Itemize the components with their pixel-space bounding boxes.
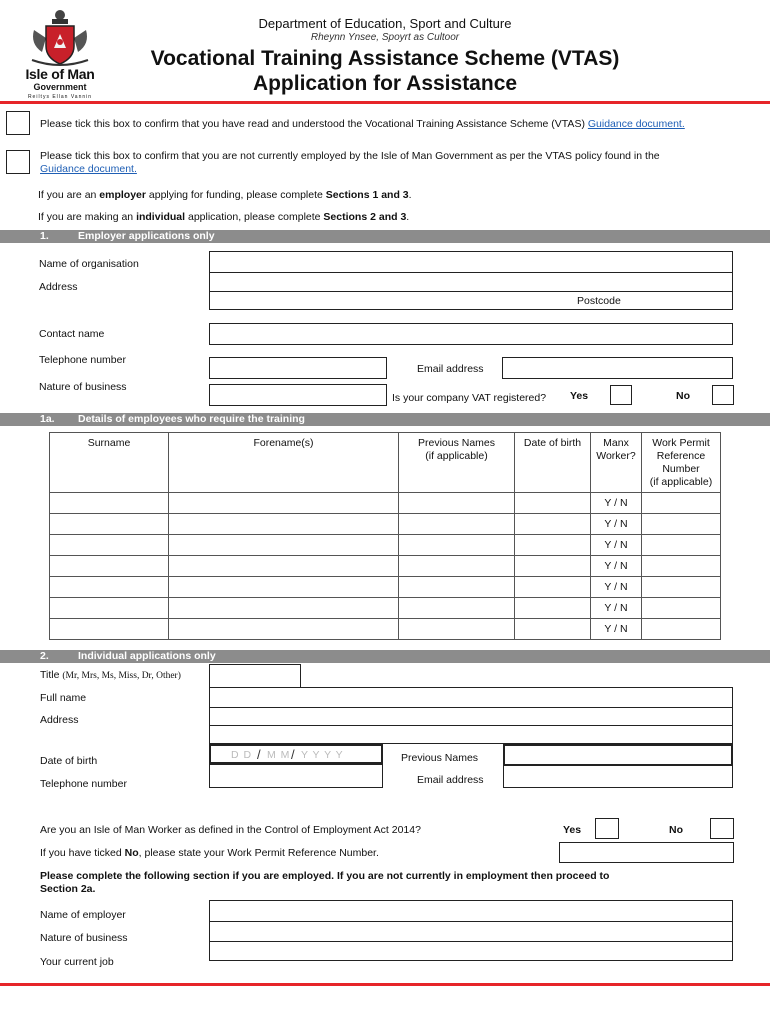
dob-label: Date of birth xyxy=(40,755,98,767)
guidance-read-checkbox[interactable] xyxy=(6,111,30,135)
individual-phone-label: Telephone number xyxy=(40,778,127,790)
email-label: Email address xyxy=(417,363,484,375)
crest-manx: Reiltys Ellan Vannin xyxy=(27,94,93,100)
work-permit-input[interactable] xyxy=(559,842,734,863)
department-name: Department of Education, Sport and Culture xyxy=(258,16,512,31)
contact-name-label: Contact name xyxy=(39,328,105,340)
col-dob: Date of birth xyxy=(515,433,591,493)
dob-month-placeholder: M M xyxy=(267,749,291,761)
postcode-label: Postcode xyxy=(577,295,621,307)
page-subtitle: Application for Assistance xyxy=(252,72,518,95)
vat-no-label: No xyxy=(676,390,690,402)
guidance-read-text: Please tick this box to confirm that you have read and understood the Vocational Training Assistance Scheme (VTAS) Guidance document. xyxy=(40,118,685,130)
title-label: Title (Mr, Mrs, Ms, Miss, Dr, Other) xyxy=(40,669,181,681)
vat-question: Is your company VAT registered? xyxy=(392,392,547,404)
title-input[interactable] xyxy=(209,664,301,688)
vat-no-checkbox[interactable] xyxy=(712,385,734,405)
email-input[interactable] xyxy=(502,357,733,379)
page-title: Vocational Training Assistance Scheme (VTAS) xyxy=(150,47,620,70)
individual-address-label: Address xyxy=(40,714,79,726)
intro-employer: If you are an employer applying for funding, please complete Sections 1 and 3. xyxy=(38,189,412,201)
iom-worker-yes-checkbox[interactable] xyxy=(595,818,619,839)
table-row xyxy=(50,556,721,577)
dob-slash-2: / xyxy=(291,747,295,762)
section-1-header: 1. Employer applications only xyxy=(0,230,770,243)
employees-table xyxy=(49,432,721,640)
section-1a-header: 1a. Details of employees who require the training xyxy=(0,413,770,426)
iom-worker-yes-label: Yes xyxy=(563,824,582,836)
dob-slash-1: / xyxy=(257,747,261,762)
manx-worker-yn[interactable]: Y / N xyxy=(591,619,642,640)
table-row xyxy=(50,493,721,514)
vat-yes-checkbox[interactable] xyxy=(610,385,632,405)
telephone-label: Telephone number xyxy=(39,354,126,366)
manx-worker-yn[interactable]: Y / N xyxy=(591,598,642,619)
col-forename: Forename(s) xyxy=(169,433,399,493)
individual-email-input[interactable] xyxy=(503,765,733,788)
crest-government: Government xyxy=(33,82,87,92)
work-permit-instruction: If you have ticked No, please state your Work Permit Reference Number. xyxy=(40,847,379,859)
not-employed-checkbox[interactable] xyxy=(6,150,30,174)
intro-individual: If you are making an individual application, please complete Sections 2 and 3. xyxy=(38,211,410,223)
table-row xyxy=(50,619,721,640)
org-name-input[interactable] xyxy=(209,251,733,273)
nature-label: Nature of business xyxy=(39,381,127,393)
contact-name-input[interactable] xyxy=(209,323,733,345)
vat-yes-label: Yes xyxy=(570,390,589,402)
table-row xyxy=(50,535,721,556)
current-job-input[interactable] xyxy=(209,941,733,961)
fullname-label: Full name xyxy=(40,692,87,704)
department-name-manx: Rheynn Ynsee, Spoyrt as Cultoor xyxy=(310,32,460,43)
table-row xyxy=(50,598,721,619)
iom-worker-question: Are you an Isle of Man Worker as defined in the Control of Employment Act 2014? xyxy=(40,824,421,836)
table-row xyxy=(50,514,721,535)
iom-worker-no-label: No xyxy=(669,824,683,836)
section-2-header: 2. Individual applications only xyxy=(0,650,770,663)
fullname-input[interactable] xyxy=(209,687,733,708)
individual-phone-input[interactable] xyxy=(209,764,383,788)
employed-note: Please complete the following section if you are employed. If you are not currently in employment then proceed to Section 2a. xyxy=(40,870,610,895)
iom-worker-no-checkbox[interactable] xyxy=(710,818,734,839)
header-divider xyxy=(0,101,770,104)
guidance-link-2[interactable]: Guidance document. xyxy=(40,163,137,175)
government-crest xyxy=(22,8,98,104)
col-surname: Surname xyxy=(50,433,169,493)
table-row xyxy=(50,577,721,598)
col-previous-names: Previous Names (if applicable) xyxy=(399,433,515,493)
manx-worker-yn[interactable]: Y / N xyxy=(591,556,642,577)
individual-email-label: Email address xyxy=(417,774,484,786)
org-name-label: Name of organisation xyxy=(39,258,139,270)
crest-icon xyxy=(22,8,98,68)
current-job-label: Your current job xyxy=(40,956,114,968)
employer-name-label: Name of employer xyxy=(40,909,126,921)
nature-input[interactable] xyxy=(209,384,387,406)
manx-worker-yn[interactable]: Y / N xyxy=(591,535,642,556)
individual-prev-names-label: Previous Names xyxy=(401,752,479,764)
telephone-input[interactable] xyxy=(209,357,387,379)
dob-input[interactable] xyxy=(209,744,383,764)
employer-name-input[interactable] xyxy=(209,900,733,922)
individual-nature-label: Nature of business xyxy=(40,932,128,944)
individual-address-input-2[interactable] xyxy=(209,725,733,744)
manx-worker-yn[interactable]: Y / N xyxy=(591,514,642,535)
manx-worker-yn[interactable]: Y / N xyxy=(591,577,642,598)
dob-year-placeholder: Y Y Y Y xyxy=(301,749,344,761)
address-input[interactable] xyxy=(209,272,733,292)
guidance-link-1[interactable]: Guidance document. xyxy=(587,118,685,130)
col-manx-worker: Manx Worker? xyxy=(591,433,642,493)
postcode-input[interactable] xyxy=(209,291,733,310)
col-work-permit: Work Permit Reference Number (if applicable) xyxy=(642,433,721,493)
dob-day-placeholder: D D xyxy=(231,749,253,761)
footer-divider xyxy=(0,983,770,986)
individual-address-input[interactable] xyxy=(209,707,733,726)
individual-nature-input[interactable] xyxy=(209,921,733,942)
address-label: Address xyxy=(39,281,78,293)
not-employed-text: Please tick this box to confirm that you are not currently employed by the Isle of Man Government as per the VTAS policy found in the Guidance document. xyxy=(40,150,660,175)
individual-prev-names-input[interactable] xyxy=(503,744,733,766)
manx-worker-yn[interactable]: Y / N xyxy=(591,493,642,514)
crest-name: Isle of Man xyxy=(25,66,95,82)
